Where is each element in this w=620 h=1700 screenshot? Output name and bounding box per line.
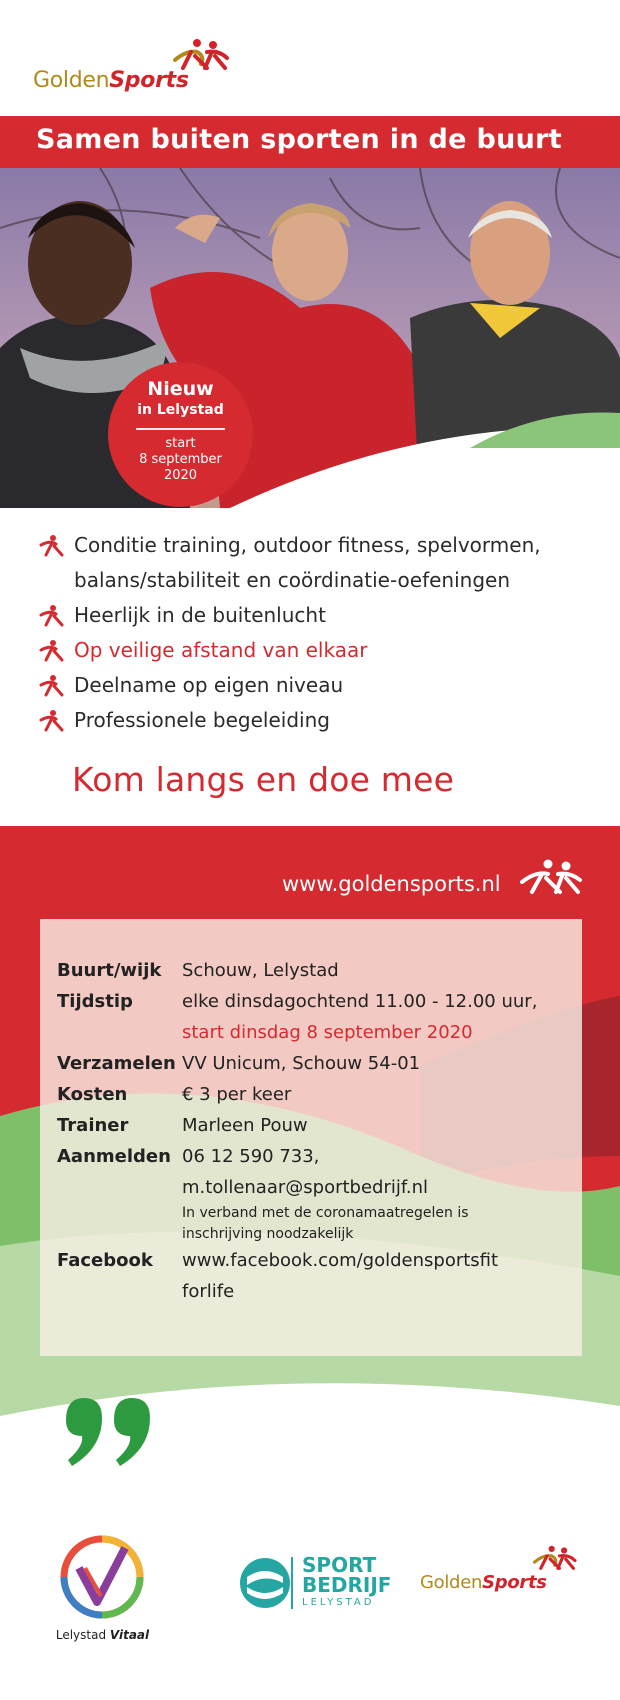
feature-list [38,528,608,738]
list-item: Heerlijk in de buitenlucht [38,598,608,633]
info-box [40,919,582,1356]
facebook-link[interactable]: www.facebook.com/goldensportsfit [182,1250,499,1271]
info-row: Verzamelen VV Unicum, Schouw 54-01 [57,1053,421,1074]
runner-icon [38,710,64,732]
list-item: Deelname op eigen niveau [38,668,608,703]
lelystad-vitaal-icon [55,1530,150,1625]
info-table [57,955,562,1307]
hero-photo [0,168,620,508]
email-link[interactable]: m.tollenaar@sportbedrijf.nl [182,1177,429,1198]
runner-icon [38,605,64,627]
title-bar [0,116,620,168]
runner-icon [38,640,64,662]
website-link[interactable]: www.goldensports.nl [282,872,501,896]
runners-icon [528,1545,580,1573]
list-item: Op veilige afstand van elkaar [38,633,608,668]
runner-icon [38,535,64,557]
info-row: Kosten € 3 per keer [57,1084,292,1105]
info-row: Trainer Marleen Pouw [57,1115,308,1136]
runners-icon [516,858,584,898]
brand-name: GoldenSports [33,68,189,93]
brand-name: GoldenSports [420,1572,547,1593]
testimonial: ‘Je leert weer nieuwe mensen in de buurt kennen.’ ‘Als ik heb meegedaan heb ik de hele dag een goed humeur.’ [188,1400,569,1466]
runner-icon [38,675,64,697]
goldensports-footer-logo [420,1545,580,1605]
goldensports-logo [33,38,213,108]
info-row: Facebook www.facebook.com/goldensportsfit forlife [57,1245,562,1307]
sportbedrijf-icon [237,1555,293,1611]
page-title: Samen buiten sporten in de buurt [36,124,562,155]
call-to-action: Kom langs en doe mee [72,760,455,799]
hero-image [0,168,620,508]
info-row: Aanmelden 06 12 590 733, m.tollenaar@sportbedrijf.nl In verband met de coronamaatregelen is inschrijving noodzakelijk [57,1141,562,1245]
list-item: Conditie training, outdoor fitness, spelvormen, balans/stabiliteit en coördinatie-oefeningen [38,528,608,598]
info-row: Buurt/wijk Schouw, Lelystad [57,960,339,981]
quote-icon [58,1390,158,1470]
sportbedrijf-logo: SPORT BEDRIJF LELYSTAD [237,1555,387,1613]
info-row: Tijdstip elke dinsdagochtend 11.00 - 12.00 uur, start dinsdag 8 september 2020 [57,991,538,1043]
new-badge: Nieuw in Lelystad start 8 september 2020 [108,362,253,507]
badge-divider [136,428,225,430]
lelystad-vitaal-logo: Lelystad Vitaal [55,1530,150,1645]
list-item: Professionele begeleiding [38,703,608,738]
